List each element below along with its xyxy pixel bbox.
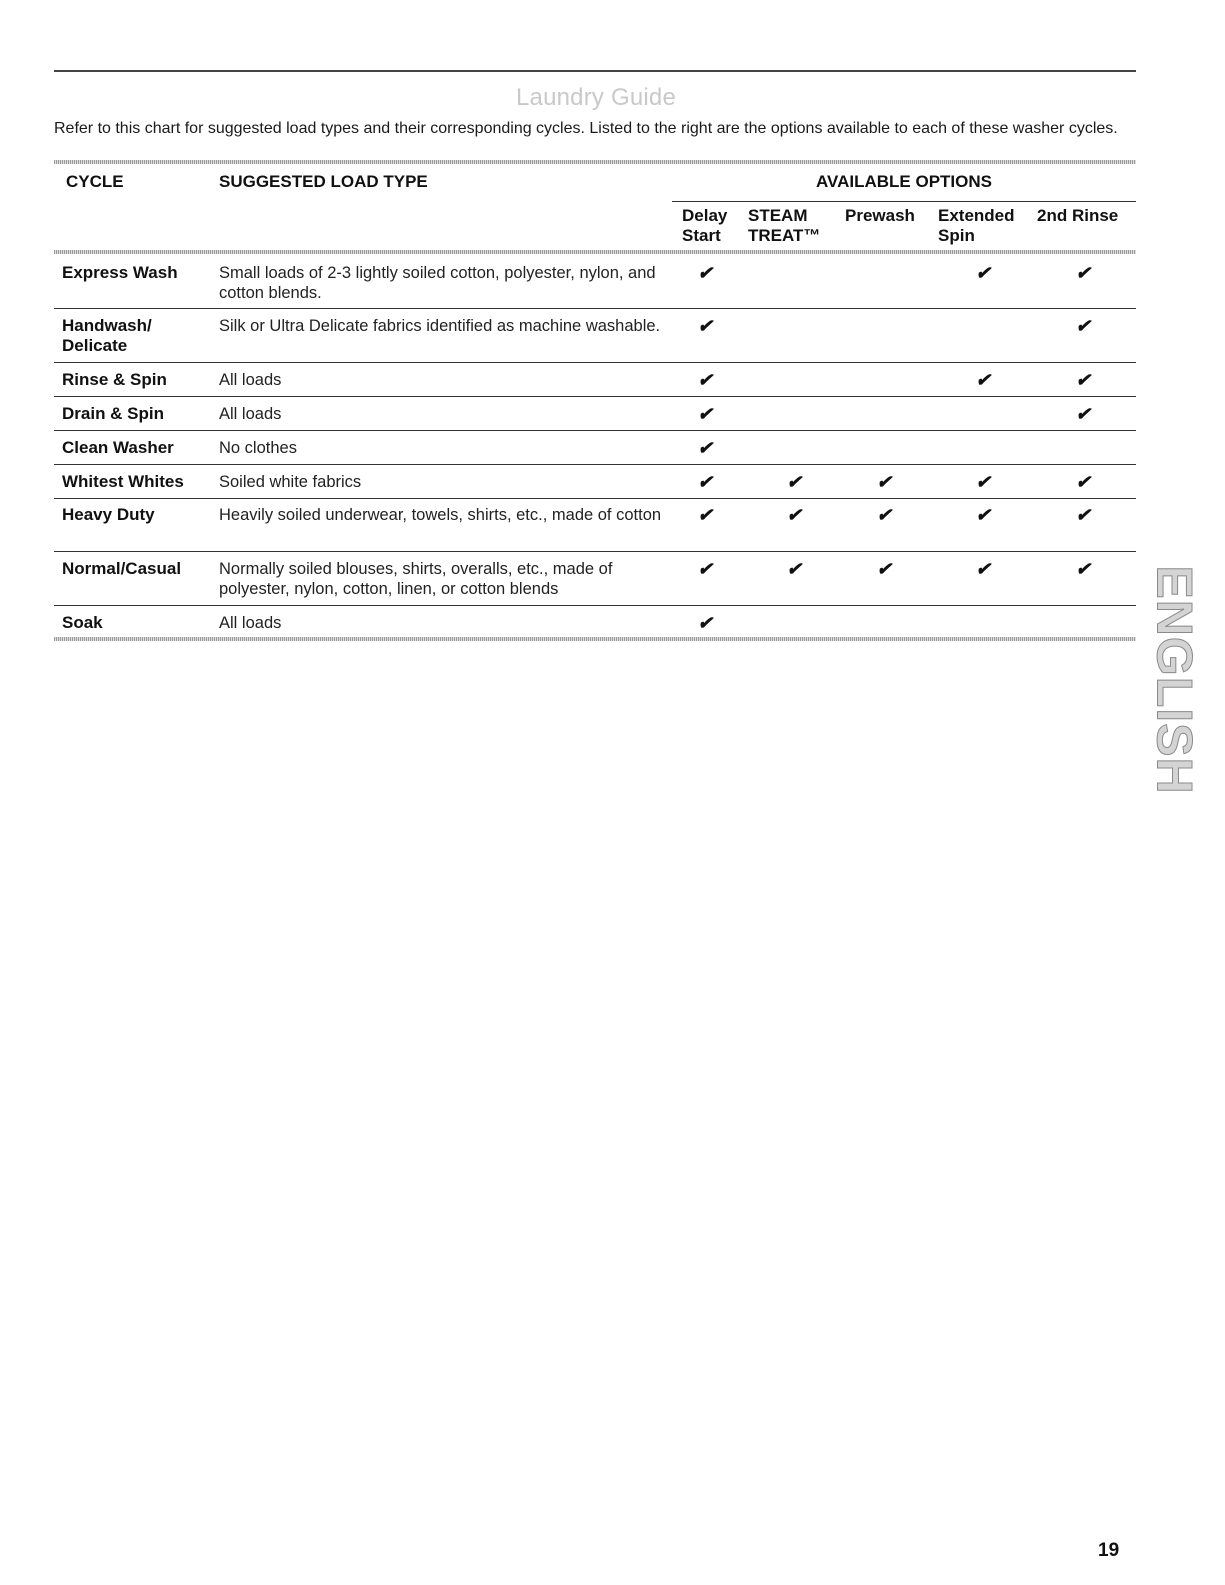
check-mark-icon: ✔	[697, 316, 713, 336]
intro-text: Refer to this chart for suggested load types and their corresponding cycles. Listed to the right are the options available to each of these washer cycles.	[54, 120, 1118, 137]
header-bottom-rule	[54, 250, 1136, 254]
row-divider	[54, 396, 1136, 397]
check-mark-icon: ✔	[786, 472, 802, 492]
check-mark-icon: ✔	[1075, 404, 1091, 424]
cycle-name: Whitest Whites	[62, 472, 184, 491]
check-mark-icon: ✔	[1075, 263, 1091, 283]
header-cycle: CYCLE	[66, 172, 124, 191]
top-rule	[54, 70, 1136, 72]
cycle-name: Heavy Duty	[62, 505, 155, 524]
cycle-name: Clean Washer	[62, 438, 174, 457]
load-type: Normally soiled blouses, shirts, overalls, etc., made of polyester, nylon, cotton, linen, or cotton blends	[219, 560, 613, 598]
cycle-name: Drain & Spin	[62, 404, 165, 423]
row-divider	[54, 362, 1136, 363]
check-mark-icon: ✔	[697, 472, 713, 492]
check-mark-icon: ✔	[876, 472, 892, 492]
load-type: Small loads of 2-3 lightly soiled cotton, polyester, nylon, and cotton blends.	[219, 264, 656, 302]
load-type: All loads	[219, 614, 282, 632]
language-side-tab: ENGLISH	[1147, 565, 1203, 795]
check-mark-icon: ✔	[697, 404, 713, 424]
check-mark-icon: ✔	[975, 505, 991, 525]
check-mark-icon: ✔	[786, 505, 802, 525]
cycle-name: Handwash/ Delicate	[62, 316, 152, 355]
check-mark-icon: ✔	[876, 505, 892, 525]
check-mark-icon: ✔	[786, 559, 802, 579]
check-mark-icon: ✔	[1075, 316, 1091, 336]
row-divider	[54, 464, 1136, 465]
check-mark-icon: ✔	[876, 559, 892, 579]
cycle-name: Rinse & Spin	[62, 370, 167, 389]
check-mark-icon: ✔	[975, 472, 991, 492]
header-load-type: SUGGESTED LOAD TYPE	[219, 172, 428, 191]
option-header-extended-spin: Extended Spin	[938, 206, 1015, 245]
row-divider	[54, 551, 1136, 552]
check-mark-icon: ✔	[697, 505, 713, 525]
option-header-2nd-rinse: 2nd Rinse	[1037, 206, 1119, 225]
check-mark-icon: ✔	[975, 370, 991, 390]
row-divider	[54, 605, 1136, 606]
option-header-delay-start: Delay Start	[682, 206, 728, 245]
load-type: All loads	[219, 405, 282, 423]
cycle-name: Soak	[62, 613, 103, 632]
check-mark-icon: ✔	[697, 438, 713, 458]
load-type: No clothes	[219, 439, 297, 457]
options-header-rule	[672, 201, 1136, 202]
check-mark-icon: ✔	[975, 263, 991, 283]
row-divider	[54, 308, 1136, 309]
option-header-steam-treat: STEAM TREAT™	[748, 206, 821, 245]
row-divider	[54, 498, 1136, 499]
check-mark-icon: ✔	[1075, 505, 1091, 525]
table-bottom-rule	[54, 637, 1136, 641]
check-mark-icon: ✔	[697, 263, 713, 283]
header-available-options: AVAILABLE OPTIONS	[816, 172, 992, 191]
load-type: Silk or Ultra Delicate fabrics identified as machine washable.	[219, 317, 661, 335]
load-type: All loads	[219, 371, 282, 389]
check-mark-icon: ✔	[1075, 472, 1091, 492]
option-header-prewash: Prewash	[845, 206, 915, 225]
cycle-name: Express Wash	[62, 263, 178, 282]
row-divider	[54, 430, 1136, 431]
check-mark-icon: ✔	[1075, 370, 1091, 390]
page-number: 19	[1098, 1540, 1120, 1561]
table-top-rule	[54, 160, 1136, 164]
check-mark-icon: ✔	[697, 370, 713, 390]
cycle-name: Normal/Casual	[62, 559, 182, 578]
check-mark-icon: ✔	[697, 613, 713, 633]
page-title: Laundry Guide	[515, 84, 677, 111]
load-type: Heavily soiled underwear, towels, shirts, etc., made of cotton	[219, 506, 662, 524]
check-mark-icon: ✔	[697, 559, 713, 579]
check-mark-icon: ✔	[975, 559, 991, 579]
check-mark-icon: ✔	[1075, 559, 1091, 579]
load-type: Soiled white fabrics	[219, 473, 362, 491]
